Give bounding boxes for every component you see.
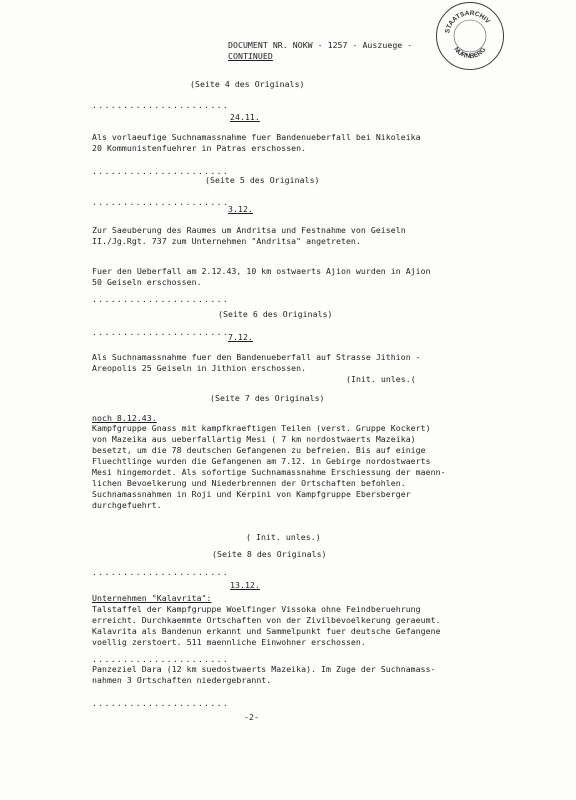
entry-line: erreicht. Durchkaemmte Ortschaften von der Zivilbevoelkerung geraeumt.: [92, 615, 441, 625]
ellipsis-divider: ......................: [92, 654, 230, 664]
doc-header-line1: DOCUMENT NR. NOKW - 1257 - Auszuege -: [228, 40, 413, 50]
ellipsis-divider: ......................: [92, 166, 230, 176]
source-page-label: (Seite 6 des Originals): [218, 309, 333, 319]
entry-line: II./Jg.Rgt. 737 zum Unternehmen "Andritsa" angetreten.: [92, 236, 361, 246]
entry-line: besetzt, um die 78 deutschen Gefangenen zu befreien. Bis auf einige: [92, 445, 426, 455]
entry-date: 7.12.: [228, 332, 253, 342]
entry-line: Als Suchnamassnahme fuer den Bandenueberfall auf Strasse Jithion -: [92, 352, 421, 362]
entry-date: noch 8.12.43.: [92, 413, 157, 423]
ellipsis-divider: ......................: [92, 197, 230, 207]
entry-line: voellig zerstoert. 511 maennliche Einwohner erschossen.: [92, 637, 366, 647]
entry-line: Zur Saeuberung des Raumes um Andritsa und Festnahme von Geiseln: [92, 225, 406, 235]
archive-stamp: [436, 2, 504, 70]
entry-line: lichen Bevoelkerung und Niederbrennen der Ortschaften befohlen.: [92, 478, 406, 488]
initials-note: ( Init. unles.): [246, 532, 321, 542]
entry-line: Fluechtlinge wurden die Gefangenen am 7.12. in Gebirge nordostwaerts: [92, 456, 431, 466]
stamp-text-top: STAATSARCHIV: [444, 9, 491, 34]
entry-line: Mesi hingemordet. Als sofortige Suchnamassnahme Erschiessung der maenn-: [92, 467, 446, 477]
entry-line: von Mazeika aus ueberfallartig Mesi ( 7 km nordostwaerts Mazeika): [92, 434, 416, 444]
ellipsis-divider: ......................: [92, 100, 230, 110]
entry-line: Areopolis 25 Geiseln in Jithion erschossen.: [92, 363, 307, 373]
entry-line: Kampfgruppe Gnass mit kampfkraeftigen Teilen (verst. Gruppe Kockert): [92, 423, 431, 433]
source-page-label: (Seite 5 des Originals): [205, 175, 320, 185]
page-number: -2-: [244, 712, 259, 722]
ellipsis-divider: ......................: [92, 698, 230, 708]
stamp-ring: [437, 3, 503, 69]
entry-line: Als vorlaeufige Suchnamassnahme fuer Bandenueberfall bei Nikoleika: [92, 132, 421, 142]
entry-line: nahmen 3 Ortschaften niedergebrannt.: [92, 675, 272, 685]
source-page-label: (Seite 4 des Originals): [190, 79, 305, 89]
entry-line: Suchnamassnahmen in Roji und Kerpini von Kampfgruppe Ebersberger: [92, 489, 411, 499]
entry-date: 3.12.: [228, 204, 253, 214]
operation-heading: Unternehmen "Kalavrita":: [92, 593, 212, 603]
ellipsis-divider: ......................: [92, 294, 230, 304]
entry-line: Kalavrita als Bandenun erkannt und Sammelpunkt fuer deutsche Gefangene: [92, 626, 441, 636]
entry-line: 50 Geiseln erschossen.: [92, 277, 202, 287]
stamp-text-bottom: NÜRNBERG: [452, 46, 488, 61]
entry-line: Panzeziel Dara (12 km suedostwaerts Mazeika). Im Zuge der Suchnamass-: [92, 664, 436, 674]
initials-note: (Init. unles.(: [346, 374, 416, 384]
entry-line: 20 Kommunistenfuehrer in Patras erschossen.: [92, 143, 307, 153]
entry-line: Fuer den Ueberfall am 2.12.43, 10 km ostwaerts Ajion wurden in Ajion: [92, 266, 431, 276]
doc-header-line2: CONTINUED: [228, 51, 273, 61]
entry-line: durchgefuehrt.: [92, 500, 162, 510]
entry-date: 13.12.: [230, 580, 260, 590]
entry-date: 24.11.: [230, 112, 260, 122]
ellipsis-divider: ......................: [92, 567, 230, 577]
entry-line: Talstaffel der Kampfgruppe Woelfinger Vissoka ohne Feindberuehrung: [92, 604, 421, 614]
source-page-label: (Seite 8 des Originals): [212, 549, 327, 559]
ellipsis-divider: ......................: [92, 327, 230, 337]
source-page-label: (Seite 7 des Originals): [210, 393, 325, 403]
